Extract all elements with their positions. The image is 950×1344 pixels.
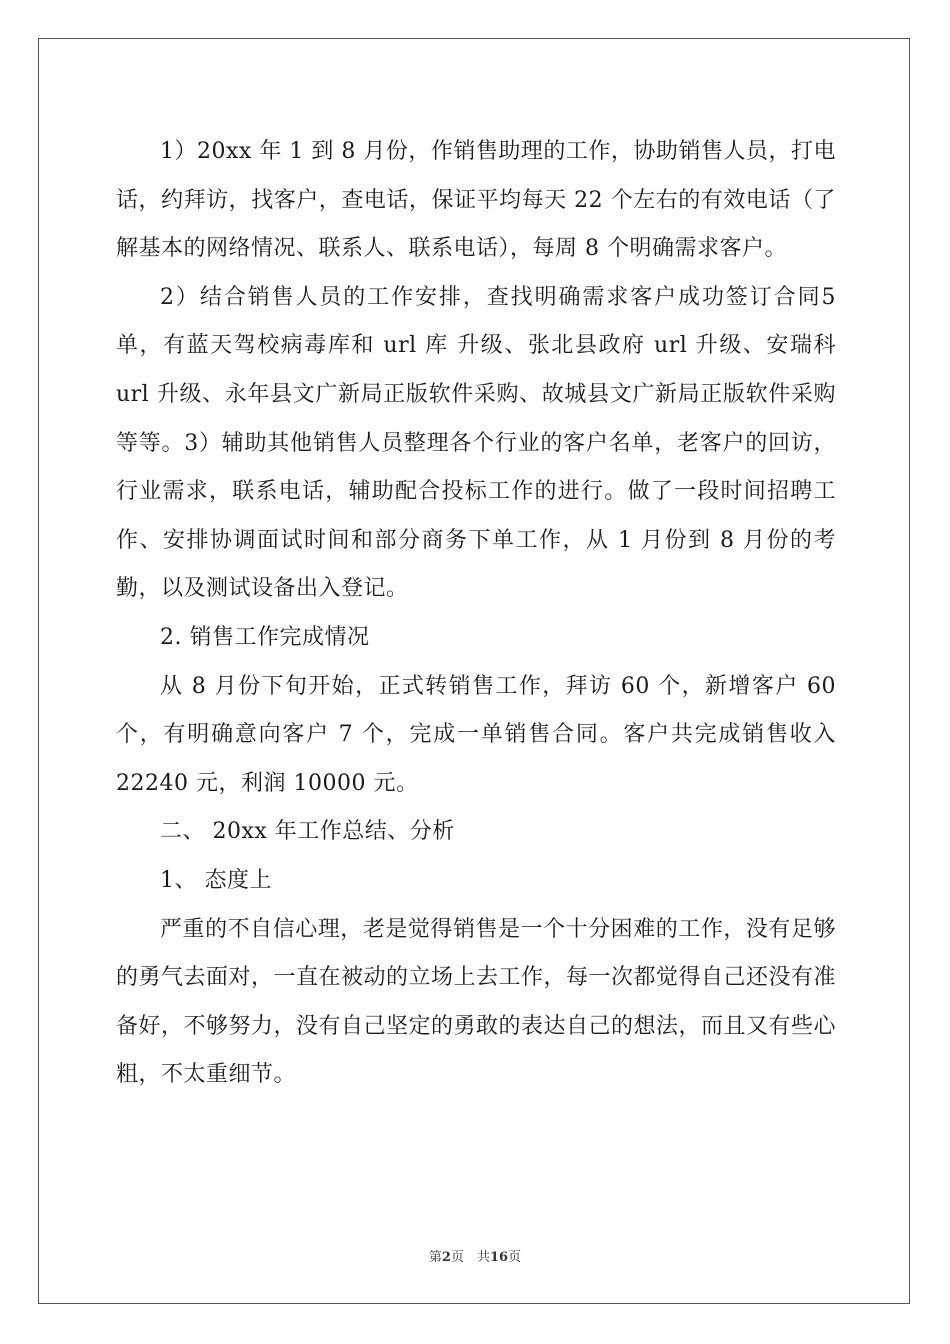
page-suffix: 页 [508, 1250, 522, 1265]
subheading-attitude: 1、 态度上 [160, 867, 272, 893]
page-number-footer [0, 1246, 950, 1265]
page-total: 16 [489, 1250, 509, 1265]
paragraph-item-1: 1）20xx 年 1 到 8 月份，作销售助理的工作，协助销售人员，打电话，约拜访，找客户，查电话，保证平均每天 22 个左右的有效电话（了解基本的网络情况、联系人、联系电话），每周 8 个明确需求客户。 [116, 139, 836, 262]
page-mid: 页 共 [450, 1250, 490, 1265]
paragraph-attitude: 严重的不自信心理，老是觉得销售是一个十分困难的工作，没有足够的勇气去面对，一直在被动的立场上去工作，每一次都觉得自己还没有准备好，不够努力，没有自己坚定的勇敢的表达自己的想法，而且又有些心粗，不太重细节。 [116, 916, 837, 1088]
page-current: 2 [441, 1250, 451, 1265]
section-heading-sales-completion: 2. 销售工作完成情况 [160, 624, 370, 650]
paragraph-item-2: 2）结合销售人员的工作安排，查找明确需求客户成功签订合同5 单，有蓝天驾校病毒库和 url 库 升级、张北县政府 url 升级、安瑞科 url 升级、永年县文广新局正版软件采购、故城县文广新局正版软件采购等等。3）辅助其他销售人员整理各个行业的客户名单，老客户的回访，行业需求，联系电话，辅助配合投标工作的进行。做了一段时间招聘工作、安排协调面试时间和部分商务下单工作，从 1 月份到 8 月份的考勤，以及测试设备出入登记。 [116, 284, 836, 602]
paragraph-sales-results: 从 8 月份下旬开始，正式转销售工作，拜访 60 个，新增客户 60 个，有明确意向客户 7 个，完成一单销售合同。客户共完成销售收入22240 元，利润 10000 元。 [116, 673, 836, 796]
document-body [116, 128, 836, 1100]
page-prefix: 第 [428, 1250, 442, 1265]
section-heading-summary-analysis: 二、 20xx 年工作总结、分析 [160, 819, 455, 845]
